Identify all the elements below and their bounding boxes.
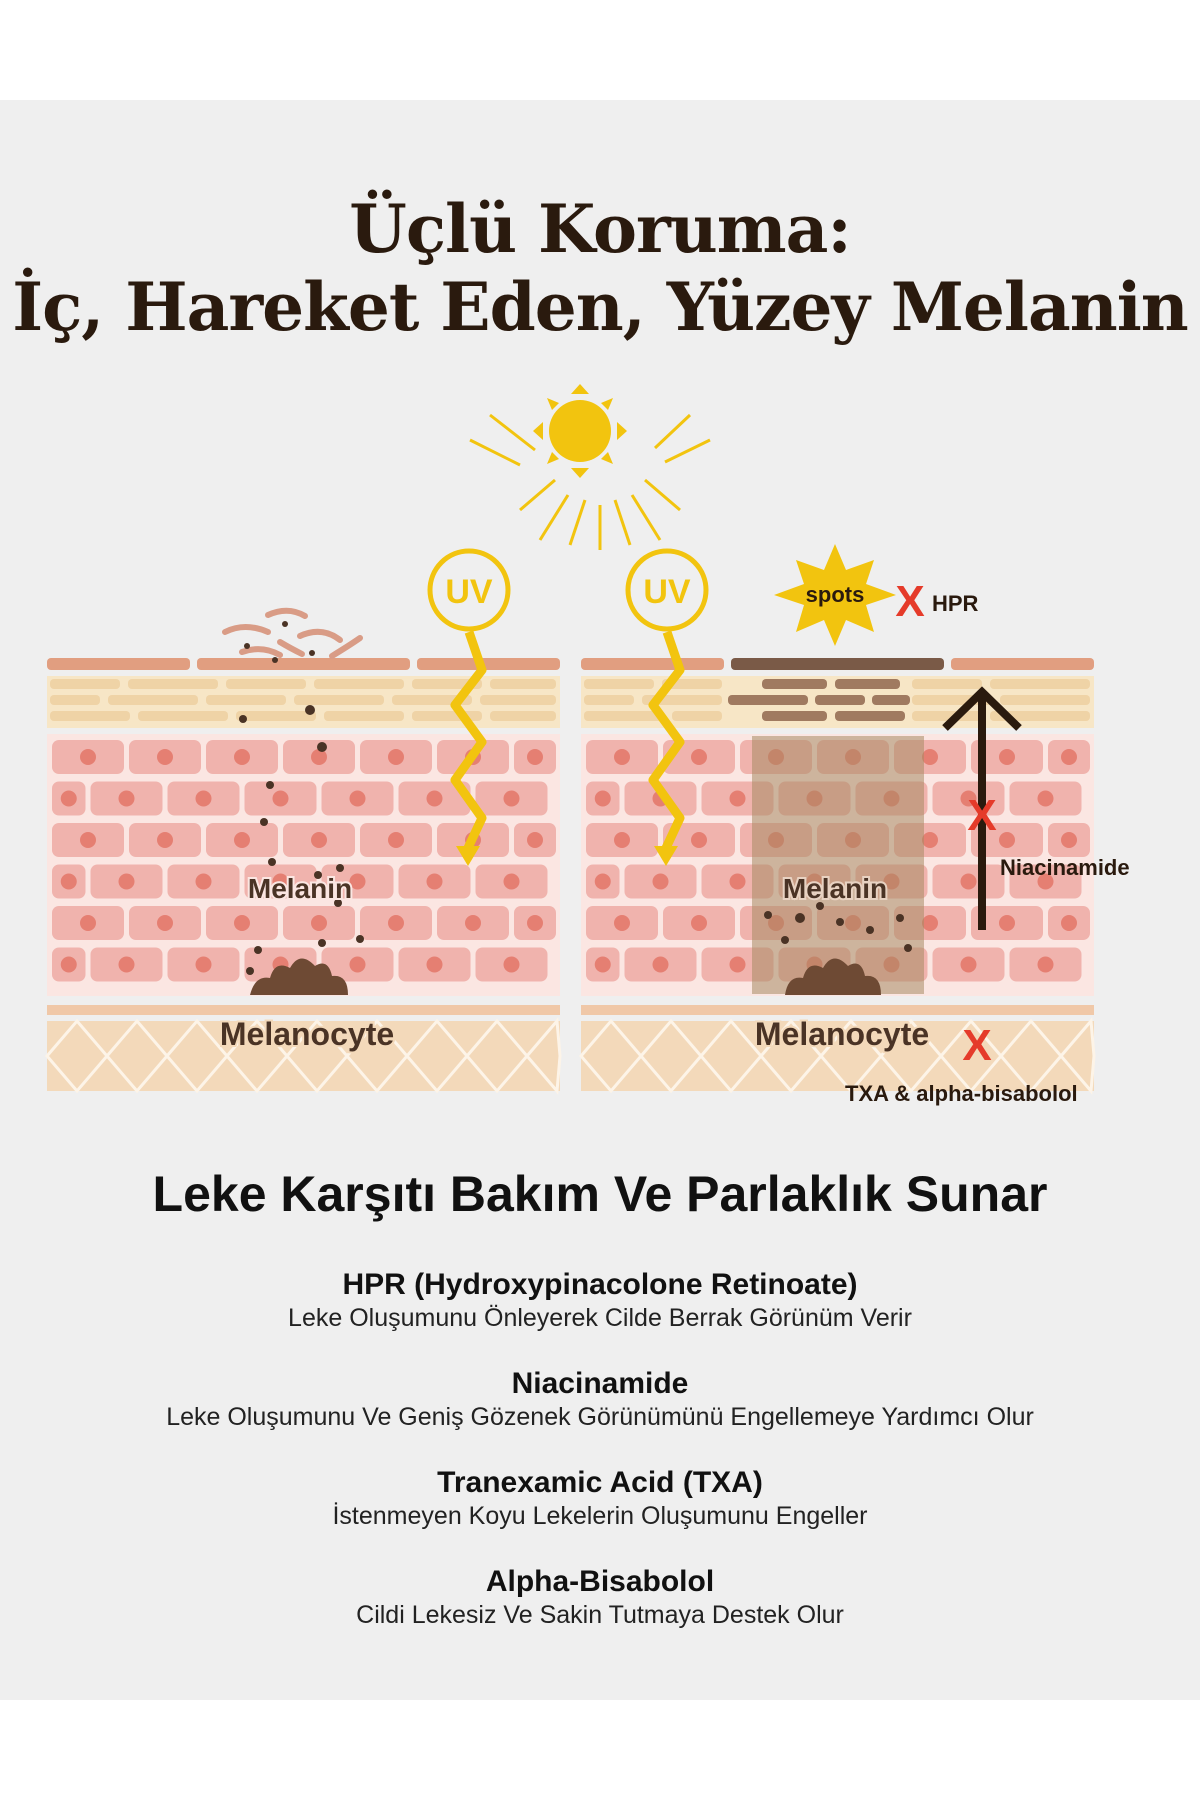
cell-nucleus [119, 957, 135, 973]
cell-nucleus [691, 915, 707, 931]
ingredient-desc: Leke Oluşumunu Önleyerek Cilde Berrak Görünüm Verir [288, 1304, 912, 1332]
cell-nucleus [614, 915, 630, 931]
cell-nucleus [527, 749, 543, 765]
cell-nucleus [730, 874, 746, 890]
cell-nucleus [653, 957, 669, 973]
cell-nucleus [157, 832, 173, 848]
cell-nucleus [961, 874, 977, 890]
cell-nucleus [1038, 791, 1054, 807]
melanin-label-left: Melanin [247, 873, 353, 904]
cell-nucleus [691, 832, 707, 848]
x-mark-hpr: X [895, 577, 925, 626]
melanin-label-right: Melanin [782, 873, 888, 904]
spots-label: spots [805, 582, 865, 607]
ingredient-niacinamide [0, 1367, 1200, 1433]
cell-nucleus [61, 791, 77, 807]
uv-label-left: UV [445, 573, 493, 611]
cell-nucleus [388, 749, 404, 765]
cell-nucleus [80, 915, 96, 931]
cell-nucleus [1061, 832, 1077, 848]
cell-nucleus [961, 957, 977, 973]
ingredient-hpr [0, 1268, 1200, 1334]
x-mark-txa: X [962, 1021, 992, 1070]
ingredient-bisabolol [0, 1565, 1200, 1631]
ingredient-desc: Leke Oluşumunu Ve Geniş Gözenek Görünümünü Engellemeye Yardımcı Olur [166, 1403, 1034, 1431]
basement-membrane-right [581, 1005, 1094, 1015]
cell-nucleus [922, 915, 938, 931]
cell-nucleus [465, 915, 481, 931]
ingredient-name: Niacinamide [511, 1367, 689, 1400]
ingredient-name: HPR (Hydroxypinacolone Retinoate) [342, 1268, 858, 1301]
cell-nucleus [691, 749, 707, 765]
cell-nucleus [157, 749, 173, 765]
cell-nucleus [614, 832, 630, 848]
cell-nucleus [595, 791, 611, 807]
cell-nucleus [350, 957, 366, 973]
ingredient-name: Alpha-Bisabolol [485, 1565, 715, 1598]
cell-nucleus [196, 957, 212, 973]
cell-nucleus [922, 749, 938, 765]
cell-nucleus [119, 874, 135, 890]
cell-nucleus [730, 957, 746, 973]
cell-nucleus [1038, 957, 1054, 973]
txa-label: TXA & alpha-bisabolol [845, 1081, 1078, 1106]
skin-block-left [47, 551, 560, 1091]
cell-nucleus [922, 832, 938, 848]
cell-nucleus [527, 832, 543, 848]
cell-nucleus [234, 832, 250, 848]
cell-nucleus [61, 874, 77, 890]
cell-nucleus [80, 749, 96, 765]
cell-nucleus [527, 915, 543, 931]
cell-nucleus [311, 832, 327, 848]
basement-membrane-left [47, 1005, 560, 1015]
cell-nucleus [234, 749, 250, 765]
title-line-1: Üçlü Koruma: [349, 190, 851, 268]
cell-nucleus [595, 874, 611, 890]
cell-nucleus [1061, 915, 1077, 931]
cell-nucleus [234, 915, 250, 931]
cell-nucleus [730, 791, 746, 807]
cell-nucleus [427, 957, 443, 973]
cell-nucleus [504, 874, 520, 890]
niacinamide-label: Niacinamide [1000, 855, 1130, 880]
cell-nucleus [119, 791, 135, 807]
melanocyte-label-left: Melanocyte [219, 1016, 395, 1052]
cell-nucleus [504, 791, 520, 807]
x-mark-niacinamide: X [967, 791, 997, 840]
cell-nucleus [1061, 749, 1077, 765]
sun-icon [470, 384, 710, 550]
skin-block-right [581, 544, 1130, 1106]
cell-nucleus [350, 791, 366, 807]
cell-nucleus [999, 832, 1015, 848]
cell-nucleus [61, 957, 77, 973]
ingredient-desc: İstenmeyen Koyu Lekelerin Oluşumunu Engeller [332, 1502, 868, 1530]
ingredient-txa [0, 1466, 1200, 1532]
cell-nucleus [999, 915, 1015, 931]
cell-nucleus [388, 832, 404, 848]
melanocyte-label-right: Melanocyte [754, 1016, 930, 1052]
melanin-column [752, 736, 924, 994]
title-line-2: İç, Hareket Eden, Yüzey Melanin [12, 268, 1188, 346]
cell-nucleus [999, 749, 1015, 765]
uv-label-right: UV [643, 573, 691, 611]
cell-nucleus [80, 832, 96, 848]
ingredient-desc: Cildi Lekesiz Ve Sakin Tutmaya Destek Olur [356, 1601, 844, 1629]
cell-nucleus [504, 957, 520, 973]
cell-nucleus [157, 915, 173, 931]
cell-nucleus [653, 874, 669, 890]
cell-nucleus [427, 791, 443, 807]
hpr-label: HPR [932, 591, 979, 616]
flaking-melanin-left [225, 611, 360, 656]
cell-nucleus [388, 915, 404, 931]
cell-nucleus [273, 791, 289, 807]
cell-nucleus [196, 791, 212, 807]
skin-diagram [0, 370, 1200, 1110]
ingredient-name: Tranexamic Acid (TXA) [437, 1466, 763, 1499]
cell-nucleus [311, 749, 327, 765]
cell-nucleus [427, 874, 443, 890]
cell-nucleus [595, 957, 611, 973]
cell-nucleus [614, 749, 630, 765]
cell-nucleus [311, 915, 327, 931]
cell-nucleus [196, 874, 212, 890]
section-heading: Leke Karşıtı Bakım Ve Parlaklık Sunar [152, 1166, 1048, 1222]
